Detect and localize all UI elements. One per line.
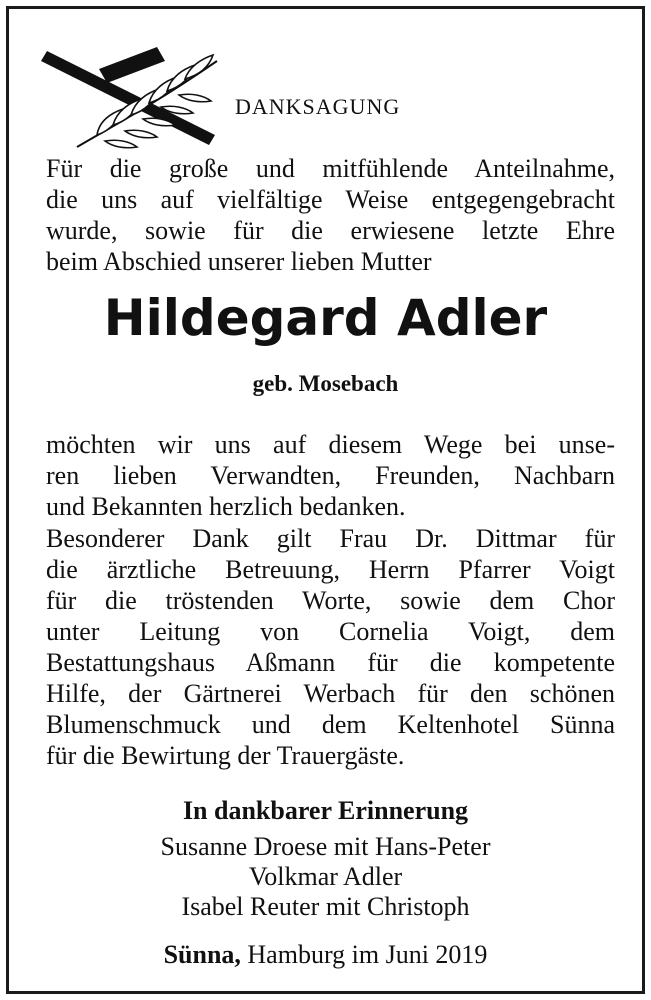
special-line: Bestattungshaus Aßmann für die kompetente [46,648,615,677]
place-name: Sünna, [163,940,241,969]
cross-with-palm-branch-icon [37,39,227,149]
special-line: unter Leitung von Cornelia Voigt, dem [46,617,615,646]
notice-heading: DANKSAGUNG [235,94,401,119]
intro-paragraph [46,153,615,277]
thanks-line: und Bekannten herzlich bedanken. [46,492,406,521]
special-line: Blumenschmuck und dem Keltenhotel Sünna [46,710,615,739]
family-member: Susanne Droese mit Hans-Peter [160,832,491,861]
intro-line: Für die große und mitfühlende Anteilnahme, [46,154,615,183]
maiden-name: geb. Mosebach [252,371,399,396]
obituary-notice [6,6,645,994]
special-line: für die tröstenden Worte, sowie dem Chor [46,586,615,615]
remembrance-heading: In dankbarer Erinnerung [182,796,469,825]
family-member: Isabel Reuter mit Christoph [181,892,470,921]
special-thanks-paragraph [46,523,615,771]
thanks-line: möchten wir uns auf diesem Wege bei unse- [46,430,615,459]
place-date: Hamburg im Juni 2019 [240,940,488,969]
thanks-line: ren lieben Verwandten, Freunden, Nachbarn [46,461,615,490]
family-member: Volkmar Adler [248,862,403,891]
thanks-paragraph [46,429,615,522]
special-line: die ärztliche Betreuung, Herrn Pfarrer Voigt [46,555,615,584]
place-and-date [9,939,642,970]
special-line: Hilfe, der Gärtnerei Werbach für den schönen [46,679,615,708]
special-line: Besonderer Dank gilt Frau Dr. Dittmar für [46,524,615,553]
special-line: für die Bewirtung der Trauergäste. [46,741,405,770]
intro-line: die uns auf vielfältige Weise entgegengebracht [46,185,615,214]
intro-line: beim Abschied unserer lieben Mutter [46,247,432,276]
deceased-name: Hildegard Adler [103,289,548,347]
intro-line: wurde, sowie für die erwiesene letzte Ehre [46,216,615,245]
